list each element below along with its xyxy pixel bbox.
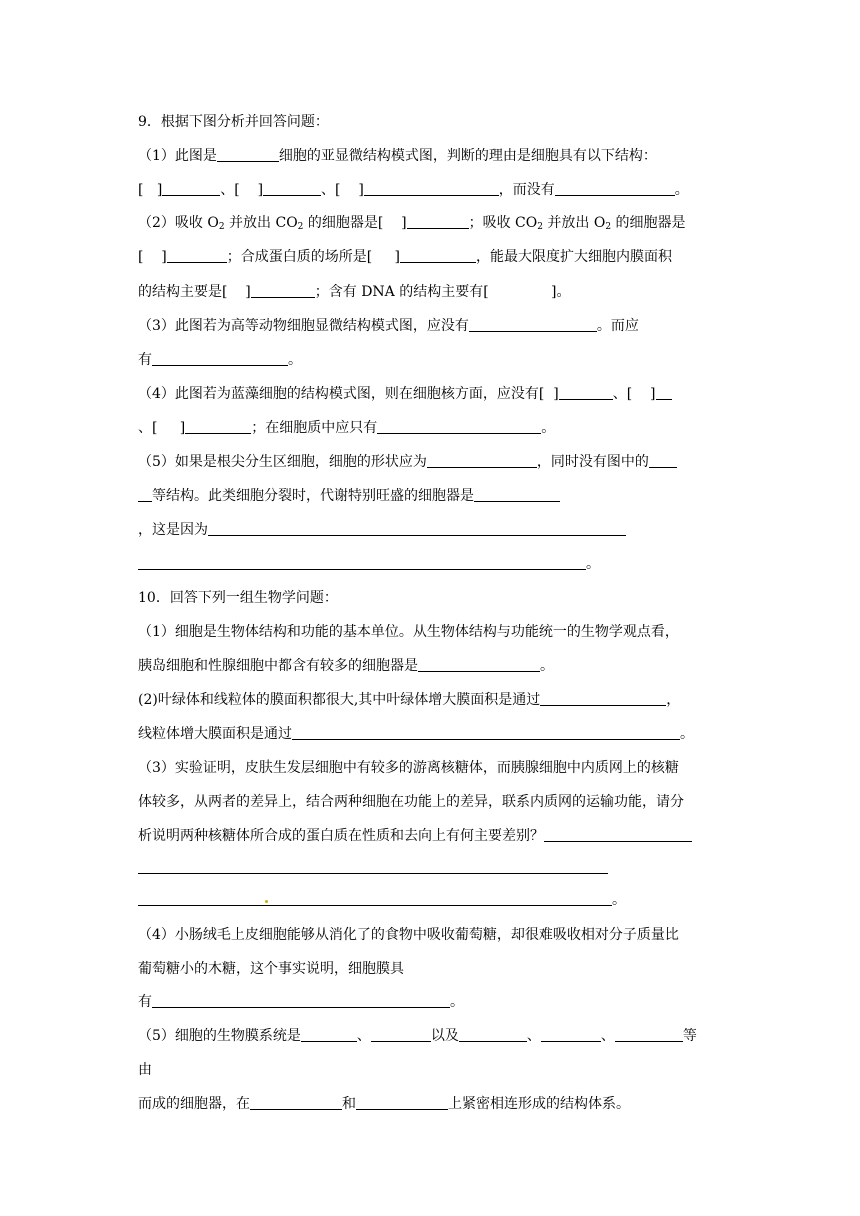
q10-part3-line5: 。: [138, 890, 626, 910]
q10-part3-line3: 析说明两种核糖体所合成的蛋白质在性质和去向上有何主要差别？: [138, 826, 692, 846]
q9-part2-line2: [ ] ；合成蛋白质的场所是[ ] ，能最大限度扩大细胞内膜面积: [138, 249, 672, 265]
q9-part5-line1: （5）如果是根尖分生区细胞，细胞的形状应为 ，同时没有图中的: [138, 452, 677, 472]
answer-blank[interactable]: [541, 1026, 601, 1042]
answer-blank[interactable]: [138, 890, 612, 906]
answer-blank[interactable]: [263, 180, 321, 196]
q10-part4-line1: （4）小肠绒毛上皮细胞能够从消化了的食物中吸收葡萄糖，却很难吸收相对分子质量比: [138, 927, 679, 943]
answer-blank[interactable]: [407, 213, 469, 229]
answer-blank[interactable]: [559, 384, 613, 400]
answer-blank[interactable]: [301, 1026, 357, 1042]
answer-blank[interactable]: [615, 1026, 683, 1042]
q10-part1-line2: 胰岛细胞和性腺细胞中都含有较多的细胞器是 。: [138, 658, 554, 674]
q10-part2-line2: 线粒体增大膜面积是通过 。: [138, 726, 694, 742]
q10-part1-line1: （1）细胞是生物体结构和功能的基本单位。从生物体结构与功能统一的生物学观点看，: [138, 624, 679, 640]
answer-blank[interactable]: [459, 1026, 527, 1042]
q9-part2-line3: 的结构主要是[ ] ；含有 DNA 的结构主要有[ ]。: [138, 284, 571, 300]
answer-blank[interactable]: [364, 180, 499, 196]
answer-blank[interactable]: [555, 180, 675, 196]
answer-blank[interactable]: [544, 826, 692, 842]
answer-blank[interactable]: [377, 418, 541, 434]
q10-part2-line1: (2)叶绿体和线粒体的膜面积都很大,其中叶绿体增大膜面积是通过 ，: [138, 692, 681, 708]
answer-blank[interactable]: [418, 656, 540, 672]
q10-part3-line2: 体较多，从两者的差异上，结合两种细胞在功能上的差异，联系内质网的运输功能，请分: [138, 794, 684, 810]
q10-part4-line3: 有 。: [138, 994, 464, 1010]
q10-part3-line1: （3）实验证明，皮肤生发层细胞中有较多的游离核糖体，而胰腺细胞中内质网上的核糖: [138, 760, 679, 776]
q10-part5-line1: （5）细胞的生物膜系统是 、 以及 、 、 等: [138, 1028, 697, 1044]
q9-part5-line4: 。: [138, 554, 600, 574]
q9-part1-line1: （1）此图是 细胞的亚显微结构模式图，判断的理由是细胞具有以下结构：: [138, 148, 657, 164]
answer-line[interactable]: [138, 873, 608, 874]
ink-dot: [265, 900, 268, 903]
q9-part3-line2: 有 。: [138, 352, 302, 368]
answer-blank[interactable]: [469, 316, 597, 332]
q10-part5-line3: 而成的细胞器，在 和 上紧密相连形成的结构体系。: [138, 1096, 630, 1112]
answer-blank[interactable]: [649, 452, 677, 468]
answer-blank[interactable]: [217, 146, 279, 162]
answer-blank[interactable]: [474, 486, 560, 502]
answer-blank[interactable]: [656, 384, 672, 400]
answer-blank[interactable]: [138, 554, 586, 570]
answer-blank[interactable]: [250, 1094, 342, 1110]
q9-part5-line3: ，这是因为: [138, 520, 626, 540]
q9-part2-line1: （2）吸收 $O_2$ 并放出 $CO_2$ 的细胞器是[ ] ；吸收 $CO_2$ 并放出 $O_2$ 的细胞器是: [138, 215, 686, 232]
answer-blank[interactable]: [167, 247, 227, 263]
answer-blank[interactable]: [292, 724, 680, 740]
answer-blank[interactable]: [138, 486, 152, 502]
q10-part4-line2: 葡萄糖小的木糖，这个事实说明，细胞膜具: [138, 961, 404, 977]
q9-part3-line1: （3）此图若为高等动物细胞显微结构模式图，应没有 。而应: [138, 318, 639, 334]
q10-part5-line2: 由: [138, 1062, 152, 1078]
answer-blank[interactable]: [185, 418, 251, 434]
q9-part5-line2: 等结构。此类细胞分裂时，代谢特别旺盛的细胞器是: [138, 486, 560, 506]
q9-part1-line2: [ ] 、[ ] 、[ ] ，而没有 。: [138, 182, 689, 198]
answer-blank[interactable]: [152, 350, 288, 366]
answer-blank[interactable]: [400, 247, 476, 263]
q9-part4-line1: （4）此图若为蓝藻细胞的结构模式图，则在细胞核方面，应没有[ ] 、[ ]: [138, 384, 672, 404]
q10-title: 10．回答下列一组生物学问题：: [138, 590, 338, 606]
q9-title: 9．根据下图分析并回答问题：: [138, 114, 329, 130]
answer-blank[interactable]: [427, 452, 537, 468]
q9-part4-line2: 、[ ] ；在细胞质中应只有 。: [138, 420, 556, 436]
answer-blank[interactable]: [540, 690, 666, 706]
answer-blank[interactable]: [162, 180, 220, 196]
answer-blank[interactable]: [371, 1026, 431, 1042]
answer-blank[interactable]: [356, 1094, 448, 1110]
answer-blank[interactable]: [208, 520, 626, 536]
answer-blank[interactable]: [251, 282, 315, 298]
answer-blank[interactable]: [152, 992, 450, 1008]
